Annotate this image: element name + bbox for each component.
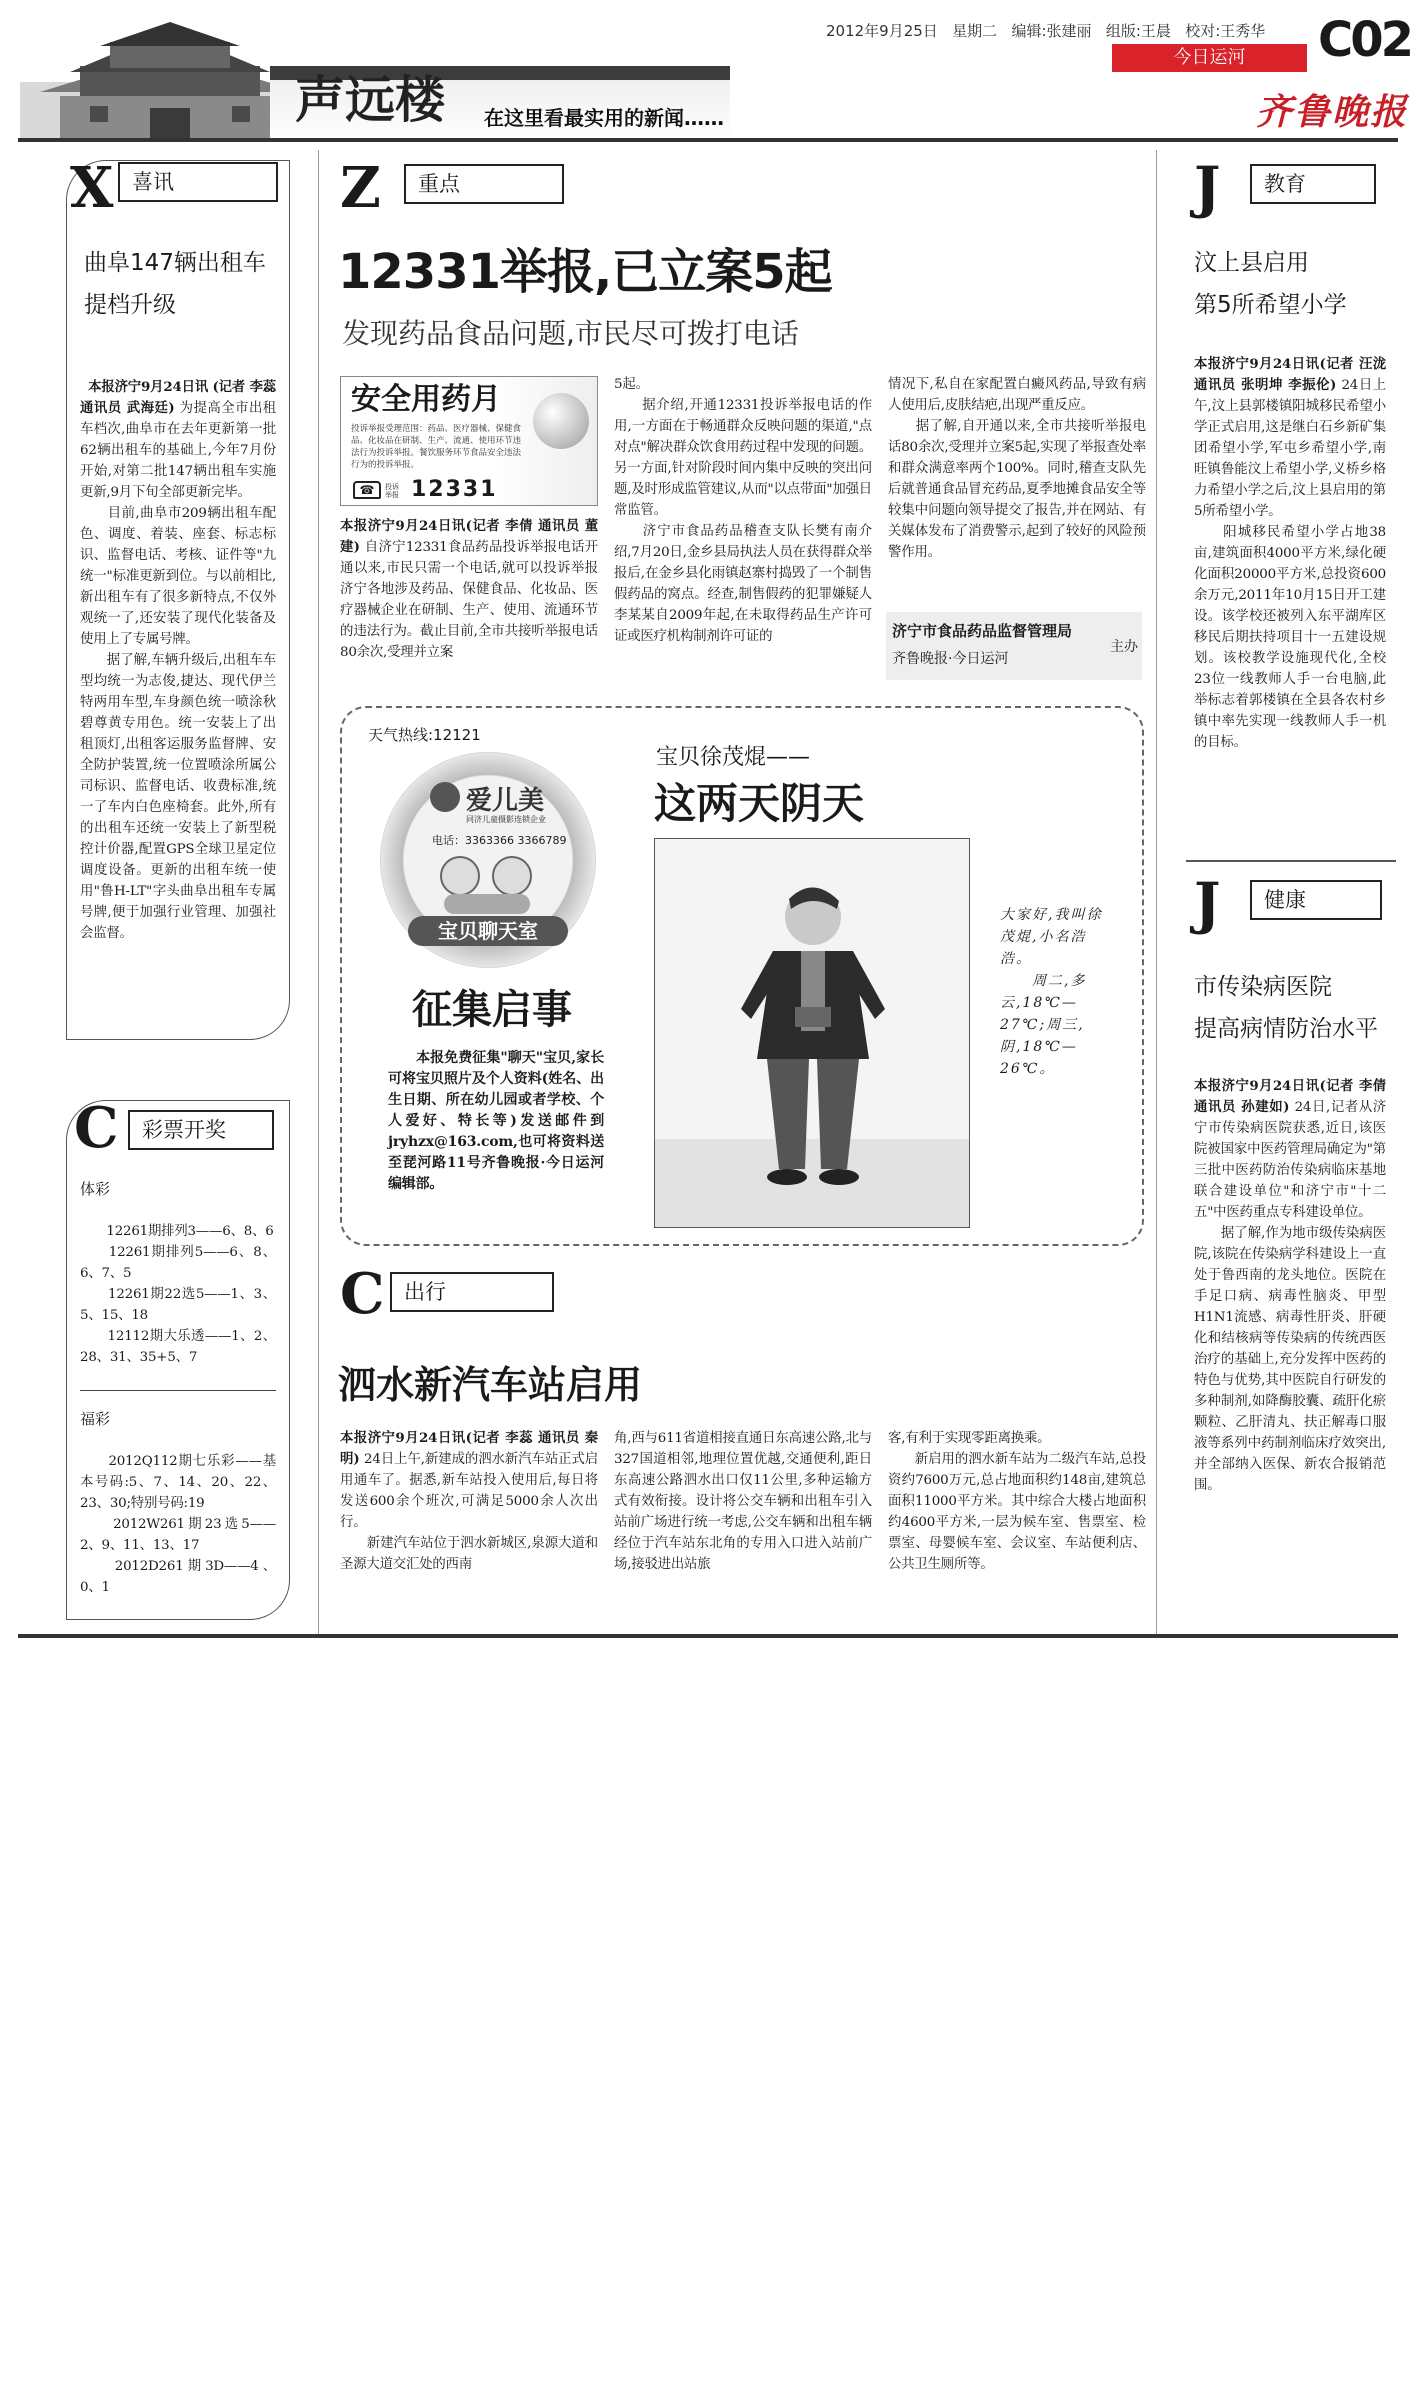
article-taxi: [80, 356, 281, 944]
byline-hospital: 本报济宁9月24日讯(记者 李倩 通讯员 孙建如): [1194, 1078, 1391, 1115]
right-divider: [1186, 860, 1396, 862]
lottery-sports-label: 体彩: [80, 1180, 111, 1198]
sponsor-name: 济宁市食品药品监督管理局: [892, 622, 1073, 640]
byline-sishui: 本报济宁9月24日讯(记者 李蕊 通讯员 秦明): [340, 1430, 598, 1467]
lottery-divider: [80, 1390, 276, 1391]
baby-title: 这两天阴天: [654, 779, 865, 828]
body-taxi-2: 目前,曲阜市209辆出租车配色、调度、着装、座套、标志标识、监督电话、考核、证件等"九统一"标准更新到位。与以前相比,新出租车有了很多新特点,不仅外观统一了,还安装了现代化装备及使用上了专属号牌。: [80, 506, 276, 647]
column-name: 声远楼: [295, 71, 445, 129]
sponsor-role: 主办: [1110, 639, 1138, 655]
badge-baby-chat: 宝贝聊天室: [408, 916, 568, 946]
layout-editor: 组版:王晨: [1105, 22, 1171, 40]
headline-taxi-2: 提档升级: [84, 292, 176, 318]
article-12331-col2: 5起。 据介绍,开通12331投诉举报电话的作用,一方面在于畅通群众反映问题的渠道,"点对点"解决群众饮食用药过程中发现的问题。另一方面,针对阶段时间内集中反映的突出问题,及时形成监管建议,从而"以点带面"加强日常监管。 济宁市食品药品稽查支队长樊有南介绍,7月20日,金乡县局执法人员在获得群众举报后,在金乡县化雨镇赵寨村捣毁了一个制售假药品的窝点。经查,制售假药的犯罪嫌疑人李某某自2009年起,在未取得药品生产许可证或医疗机构制剂许可证的: [614, 377, 872, 644]
section-label-jiankang: 健康: [1250, 880, 1382, 920]
paper-name: 齐鲁晚报: [1256, 92, 1409, 133]
column-rule-right: [1156, 150, 1157, 1636]
section-letter-jiankang: J: [1194, 871, 1221, 937]
tree-icon: [430, 782, 460, 812]
body-12331-col1: 自济宁12331食品药品投诉举报电话开通以来,市民只需一个电话,就可以投诉举报济宁各地涉及药品、保健食品、化妆品、医疗器械企业在研制、生产、使用、流通环节的违法行为。截止目前,全市共接听举报电话80余次,受理并立案: [340, 540, 598, 660]
lottery-fc3: 2012D261期3D——4、0、1: [80, 1559, 276, 1595]
section-letter-caipiao: C: [74, 1095, 119, 1161]
sponsor-box: [886, 612, 1142, 680]
baby-photo: [654, 838, 970, 1228]
body-school: 24日上午,汶上县郭楼镇阳城移民希望小学正式启用,这是继白石乡新矿集团希望小学,军屯乡希望小学,南旺镇鲁能汶上希望小学,义桥乡格力希望小学之后,汶上县启用的第5所希望小学。 阳城移民希望小学占地38亩,建筑面积4000平方米,绿化硬化面积20000平方米,总投资600余万元,2011年10月15日开工建设。该学校还被列入东平湖库区移民后期扶持项目十一五建设规划。该校教学设施现代化,全校23位一线教师人手一台电脑,此举标志着郭楼镇在全县各农村乡镇中率先实现一线教师人手一机的目标。: [1194, 378, 1386, 750]
issue-weekday: 星期二: [952, 22, 998, 40]
article-sishui-col1: [340, 1428, 598, 1575]
byline-12331: 本报济宁9月24日讯(记者 李倩 通讯员 董建): [340, 518, 598, 555]
subhead-12331: 发现药品食品问题,市民尽可拨打电话: [342, 317, 799, 350]
byline-taxi: 本报济宁9月24日讯 (记者 李蕊 通讯员 武海廷): [80, 379, 281, 416]
page-number: C02: [1318, 12, 1412, 68]
lottery-welfare-label: 福彩: [80, 1410, 111, 1428]
body-hospital: 24日,记者从济宁市传染病医院获悉,近日,该医院被国家中医药管理局确定为"第三批中医药防治传染病临床基地联合建设单位"和济宁市"十二五"中医药重点专科建设单位。 据了解,作为地市级传染病医院,该院在传染病学科建设上一直处于鲁西南的龙头地位。医院在手足口病、病毒性脑炎、甲型H1N1流感、病毒性肝炎、肝硬化和结核病等传染病的传统西医治疗的基础上,充分发挥中医药的特色与优势,其中医院自行研发的多种制剂,如降酶胶囊、疏肝化瘀颗粒、乙肝清丸、扶正解毒口服液等系列中药制剂临床疗效突出,并全部纳入医保、新农合报销范围。: [1194, 1100, 1387, 1493]
section-label-chuxing: 出行: [390, 1272, 554, 1312]
ad-safe-medicine-title: 安全用药月: [351, 382, 501, 417]
section-label-zhongdian: 重点: [404, 164, 564, 204]
bottom-rule: [18, 1634, 1398, 1638]
section-letter-jiaoyu: J: [1194, 155, 1221, 221]
headline-sishui: 泗水新汽车站启用: [338, 1363, 643, 1407]
section-letter-zhongdian: Z: [340, 155, 381, 221]
baby-kicker: 宝贝徐茂焜——: [656, 745, 811, 770]
proofreader: 校对:王秀华: [1185, 22, 1266, 40]
section-label-caipiao: 彩票开奖: [128, 1110, 274, 1150]
article-hospital: [1194, 1076, 1391, 1496]
ad-phone-label: 投诉举报: [385, 483, 399, 499]
child-photo: [655, 839, 970, 1228]
header-info: [826, 20, 1265, 41]
lottery-fc2: 2012W261期23选5——2、9、11、13、17: [80, 1517, 276, 1553]
lottery-sports-results: [80, 1200, 276, 1368]
ad-safe-medicine-text: 投诉举报受理范围：药品、医疗器械、保健食品、化妆品在研制、生产、流通、使用环节违法行为投诉举报。餐饮服务环节食品安全违法行为的投诉举报。: [351, 424, 522, 470]
sponsor-name-2: 齐鲁晚报·今日运河: [892, 651, 1009, 667]
lottery-tc2: 12261期排列5——6、8、6、7、5: [80, 1245, 276, 1281]
headline-hospital-1: 市传染病医院: [1194, 974, 1332, 1000]
brand-phones: 电话：3363366 3366789: [432, 834, 567, 847]
article-sishui-col2: 角,西与611省道相接直通日东高速公路,北与327国道相邻,地理位置优越,交通便利,距日东高速公路泗水出口仅11公里,多种运输方式有效衔接。设计将公交车辆和出租车引入站前广场进行统一考虑,公交车辆和出租车辆经位于汽车站东北角的专用入口进入站前广场,接驳进出站旅: [614, 1431, 872, 1572]
body-sishui-col1: 24日上午,新建成的泗水新汽车站正式启用通车了。据悉,新车站投入使用后,每日将发送600余个班次,可满足5000余人次出行。 新建汽车站位于泗水新城区,泉源大道和圣源大道交汇处的西南: [340, 1452, 598, 1572]
baby-chat-logo: [380, 752, 596, 968]
article-12331-col3: 情况下,私自在家配置白癜风药品,导致有病人使用后,皮肤结疤,出现严重反应。 据了解,自开通以来,全市共接听举报电话80余次,受理并立案5起,实现了举报查处率和群众满意率两个100%。同时,稽查支队先后就普通食品冒充药品,夏季地摊食品安全等较集中问题向领导提交了报告,并在网站、有关媒体发布了消费警示,起到了较好的风险预警作用。: [888, 377, 1146, 560]
headline-hospital-2: 提高病情防治水平: [1194, 1016, 1378, 1042]
phone-icon: ☎: [353, 481, 381, 499]
cartoon-kids: [432, 852, 542, 914]
column-slogan: 在这里看最实用的新闻……: [484, 106, 724, 130]
section-label-xixun: 喜讯: [118, 162, 278, 202]
ad-safe-medicine: [340, 376, 598, 506]
byline-school: 本报济宁9月24日讯(记者 汪泷 通讯员 张明坤 李振伦): [1194, 356, 1391, 393]
lottery-tc3: 12261期22选5——1、3、5、15、18: [80, 1287, 276, 1323]
section-letter-chuxing: C: [340, 1261, 385, 1327]
baby-speech: 大家好,我叫徐茂焜,小名浩浩。 周二,多云,18℃—27℃;周三,阴,18℃—26℃。: [1000, 907, 1103, 1077]
pills-illustration: [533, 393, 589, 449]
lottery-fc1: 2012Q112期七乐彩——基本号码:5、7、14、20、22、23、30;特别号码:19: [80, 1454, 276, 1511]
brand-subtitle: 同济儿童摄影连锁企业: [466, 815, 546, 824]
lottery-welfare-results: [80, 1430, 276, 1598]
top-rule: [18, 138, 1398, 142]
section-tag: 今日运河: [1112, 44, 1307, 72]
article-sishui-col3: 客,有利于实现零距离换乘。 新启用的泗水新车站为二级汽车站,总投资约7600万元,总占地面积约148亩,建筑总面积11000平方米。其中综合大楼占地面积约4600平方米,一层为候车室、售票室、检票室、母婴候车室、会议室、车站便利店、公共卫生厕所等。: [888, 1431, 1146, 1572]
article-school: [1194, 354, 1391, 753]
weather-hotline: 天气热线:12121: [368, 726, 481, 744]
lottery-tc1: 12261期排列3——6、8、6: [80, 1224, 274, 1239]
article-12331-col1: [340, 516, 598, 663]
body-taxi-1: 为提高全市出租车档次,曲阜市在去年更新第一批62辆出租车的基础上,今年7月份开始,对第二批147辆出租车实施更新,9月下旬全部更新完毕。: [80, 401, 276, 500]
section-label-jiaoyu: 教育: [1250, 164, 1376, 204]
call-body: 本报免费征集"聊天"宝贝,家长可将宝贝照片及个人资料(姓名、出生日期、所在幼儿园或者学校、个人爱好、特长等)发送邮件到jryhzx@163.com,也可将资料送至琵河路11号齐鲁晚报·今日运河编辑部。: [388, 1050, 604, 1192]
lottery-tc4: 12112期大乐透——1、2、28、31、35+5、7: [80, 1329, 276, 1365]
headline-12331: 12331举报,已立案5起: [338, 244, 832, 300]
call-title: 征集启事: [412, 987, 572, 1033]
ad-phone-number: 12331: [411, 477, 498, 502]
headline-school-2: 第5所希望小学: [1194, 292, 1347, 318]
issue-date: 2012年9月25日: [826, 22, 938, 40]
column-rule-left: [318, 150, 319, 1636]
headline-taxi-1: 曲阜147辆出租车: [84, 250, 266, 276]
brand-name: 爱儿美: [466, 786, 545, 816]
section-letter-xixun: X: [70, 155, 114, 221]
editor: 编辑:张建丽: [1011, 22, 1092, 40]
body-taxi-3: 据了解,车辆升级后,出租车车型均统一为志俊,捷达、现代伊兰特两用车型,车身颜色统一喷涂秋碧尊黄专用色。统一安装上了出租顶灯,出租客运服务监督牌、安全防护装置,统一位置喷涂所属公司标识、监督电话、收费标准,统一了车内白色座椅套。此外,所有的出租车还统一安装上了新型税控计价器,配置GPS全球卫星定位调度设备。更新的出租车统一使用"鲁H-LT"字头曲阜出租车专属号牌,便于加强行业管理、加强社会监督。: [80, 653, 276, 941]
headline-school-1: 汶上县启用: [1194, 250, 1309, 276]
